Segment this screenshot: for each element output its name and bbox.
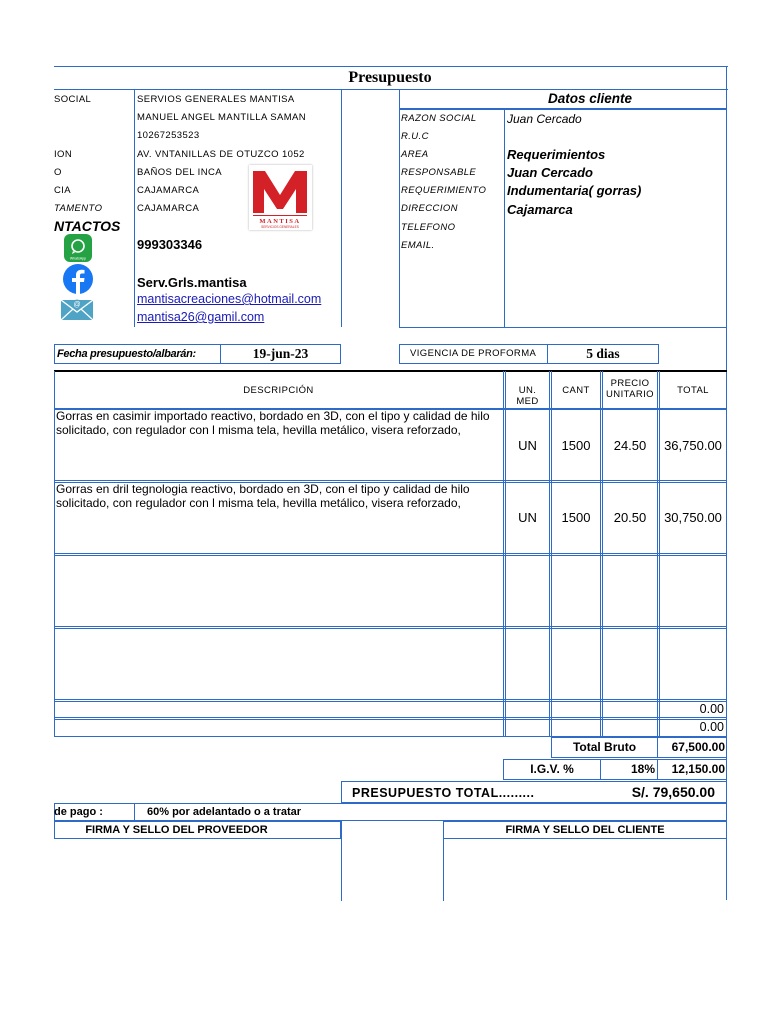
provider-facebook: Serv.Grls.mantisa: [137, 275, 247, 290]
presupuesto-total-value: S/. 79,650.00: [631, 784, 715, 800]
whatsapp-icon[interactable]: [64, 234, 92, 262]
provider-district: BAÑOS DEL INCA: [137, 167, 222, 178]
provider-ruc: 10267253523: [137, 130, 200, 141]
provider-label-provincia: CIA: [54, 185, 72, 196]
client-label-direccion: DIRECCION: [401, 203, 458, 214]
row-unit-price: 24.50: [613, 438, 647, 453]
col-header-precio: PRECIO UNITARIO: [606, 378, 654, 400]
svg-text:WhatsApp: WhatsApp: [69, 256, 87, 261]
empty-total-2: 0.00: [699, 720, 724, 734]
page-title: Presupuesto: [348, 69, 432, 86]
provider-owner: MANUEL ANGEL MANTILLA SAMAN: [137, 112, 307, 123]
total-bruto-value: 67,500.00: [671, 740, 725, 754]
provider-department: CAJAMARCA: [137, 203, 200, 214]
client-area: Requerimientos: [507, 147, 606, 162]
empty-total-1: 0.00: [699, 702, 724, 716]
firma-proveedor-label: FIRMA Y SELLO DEL PROVEEDOR: [85, 824, 268, 836]
svg-text:MANTISA: MANTISA: [259, 218, 301, 225]
facebook-icon[interactable]: [62, 263, 94, 295]
svg-text:SERVICIOS GENERALES: SERVICIOS GENERALES: [261, 225, 299, 229]
provider-email-2[interactable]: mantisa26@gamil.com: [137, 310, 265, 324]
col-header-un-med: UN. MED: [516, 385, 539, 407]
contacts-label: NTACTOS: [54, 218, 121, 234]
client-header: Datos cliente: [547, 91, 633, 106]
mantisa-logo: [249, 165, 312, 230]
client-responsable: Juan Cercado: [507, 165, 593, 180]
pago-label: de pago :: [54, 806, 103, 818]
row-unit-price: 20.50: [613, 510, 647, 525]
client-label-responsable: RESPONSABLE: [401, 167, 477, 178]
row-unit: UN: [518, 510, 537, 525]
col-header-descripcion: DESCRIPCIÓN: [243, 385, 314, 396]
vigencia-value: 5 dias: [586, 346, 620, 361]
igv-label: I.G.V. %: [530, 762, 574, 776]
client-razon-social: Juan Cercado: [507, 112, 582, 126]
provider-razon-social: SERVIOS GENERALES MANTISA: [137, 94, 295, 105]
provider-address: AV. VNTANILLAS DE OTUZCO 1052: [137, 149, 305, 160]
client-requerimiento: Indumentaria( gorras): [507, 183, 642, 198]
provider-phone: 999303346: [137, 237, 203, 252]
email-icon[interactable]: [59, 295, 95, 322]
client-direccion: Cajamarca: [507, 202, 573, 217]
igv-percent: 18%: [630, 762, 655, 776]
client-label-razon: RAZON SOCIAL: [401, 113, 477, 124]
row-unit: UN: [518, 438, 537, 453]
pago-value: 60% por adelantado o a tratar: [147, 806, 302, 818]
row-total: 36,750.00: [664, 438, 722, 453]
fecha-value: 19-jun-23: [252, 346, 309, 361]
firma-cliente-label: FIRMA Y SELLO DEL CLIENTE: [505, 824, 665, 836]
igv-value: 12,150.00: [671, 762, 725, 776]
client-label-email: EMAIL.: [401, 240, 435, 251]
provider-province: CAJAMARCA: [137, 185, 200, 196]
row-description: Gorras en casimir importado reactivo, bordado en 3D, con el tipo y calidad de hilo solicitado, con regulador con l misma tela, hevilla metálico, visera reforzado,: [56, 409, 490, 437]
client-label-requerimiento: REQUERIMIENTO: [401, 185, 487, 196]
row-quantity: 1500: [561, 510, 591, 525]
row-quantity: 1500: [561, 438, 591, 453]
col-header-cant: CANT: [562, 385, 590, 396]
total-bruto-label: Total Bruto: [572, 740, 637, 754]
fecha-label: Fecha presupuesto/albarán:: [57, 348, 196, 360]
provider-label-departamento: TAMENTO: [54, 203, 103, 214]
provider-label-social: SOCIAL: [54, 94, 92, 105]
col-header-total: TOTAL: [677, 385, 709, 396]
row-total: 30,750.00: [664, 510, 722, 525]
provider-label-direccion: ION: [54, 149, 73, 160]
provider-label-distrito: O: [54, 167, 62, 178]
presupuesto-total-label: PRESUPUESTO TOTAL.........: [352, 786, 535, 800]
client-label-area: AREA: [401, 149, 429, 160]
vigencia-label: VIGENCIA DE PROFORMA: [410, 348, 537, 359]
provider-email-1[interactable]: mantisacreaciones@hotmail.com: [137, 292, 322, 306]
client-label-telefono: TELEFONO: [401, 222, 456, 233]
row-description: Gorras en dril tegnologia reactivo, bordado en 3D, con el tipo y calidad de hilo solicitado, con regulador con l misma tela, hevilla metálico, visera reforzado,: [56, 482, 470, 510]
client-label-ruc: R.U.C: [401, 131, 429, 142]
svg-text:@: @: [73, 301, 81, 309]
